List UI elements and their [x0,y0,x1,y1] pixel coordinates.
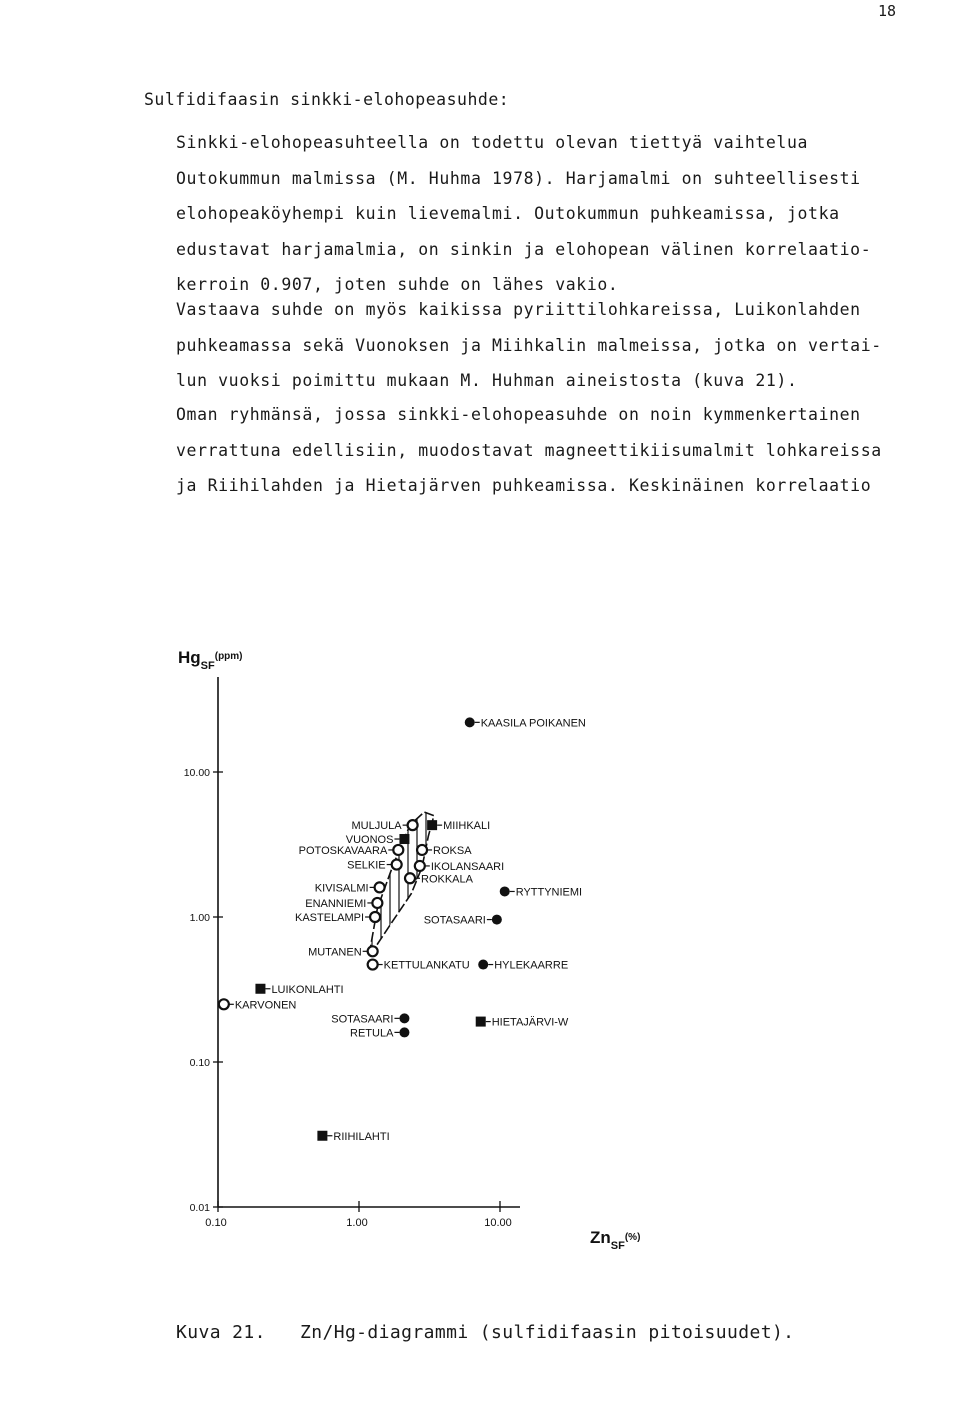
filled-square-marker [399,834,409,844]
section-heading: Sulfidifaasin sinkki-elohopeasuhde: [144,90,510,109]
filled-circle-marker [399,1013,409,1023]
data-point [305,898,382,910]
filled-square-marker [476,1017,486,1027]
data-point [350,1027,409,1039]
data-point-label: RIIHILAHTI [333,1130,390,1143]
y-axis-label-unit: (ppm) [214,651,243,662]
data-point [315,882,385,894]
data-point-label: ENANNIEMI [305,897,367,910]
data-point-label: POTOSKAVAARA [298,844,388,857]
data-point [255,984,343,996]
filled-square-marker [317,1131,327,1141]
filled-circle-marker [465,717,475,727]
open-circle-marker [219,999,229,1009]
filled-square-marker [427,820,437,830]
data-point-label: ROKSA [433,844,472,857]
paragraph-line: kerroin 0.907, joten suhde on lähes vakio. [176,275,619,294]
data-point [299,845,404,857]
paragraph-line: elohopeaköyhempi kuin lievemalmi. Outokummun puhkeamissa, jotka [176,204,840,223]
data-point-label: MULJULA [351,820,402,833]
open-circle-marker [408,820,418,830]
data-point [478,960,568,972]
data-point-label: HYLEKAARRE [494,959,569,972]
open-circle-marker [415,861,425,871]
data-point-label: KAASILA POIKANEN [480,717,586,730]
filled-square-marker [255,984,265,994]
paragraph-1 [176,125,916,303]
paragraph-line: Oman ryhmänsä, jossa sinkki-elohopeasuhde on noin kymmenkertainen [176,405,861,424]
x-axis-label-unit: (%) [624,1232,641,1243]
data-point [424,915,502,927]
filled-circle-marker [500,886,510,896]
caption-label: Kuva 21. [176,1322,266,1343]
x-tick-label: 10.00 [484,1217,512,1229]
data-point [476,1017,569,1029]
data-point [317,1131,389,1143]
data-point-label: SOTASAARI [423,914,486,927]
data-point-label: MIIHKALI [443,820,491,833]
y-tick-label: 10.00 [183,767,210,779]
data-point-label: SELKIE [347,859,386,872]
zn-hg-scatter-chart [170,635,730,1275]
data-point-label: VUONOS [345,834,394,847]
data-point [465,717,586,729]
data-point [368,960,470,972]
data-point-label: ROKKALA [421,873,473,886]
filled-circle-marker [399,1027,409,1037]
x-axis-label [590,1228,640,1252]
paragraph-line: Vastaava suhde on myös kaikissa pyriittilohkareissa, Luikonlahden [176,300,861,319]
data-point-label: MUTANEN [308,946,362,959]
open-circle-marker [372,898,382,908]
data-point [219,999,297,1011]
data-point [347,860,402,872]
paragraph-line: Outokummun malmissa (M. Huhma 1978). Harjamalmi on suhteellisesti [176,168,861,188]
data-point-label: KASTELAMPI [294,912,365,924]
open-circle-marker [368,960,378,970]
data-point-label: KARVONEN [234,999,297,1012]
data-point [417,845,472,857]
data-point-label: IKOLANSAARI [430,860,505,873]
y-tick-label: 1.00 [189,912,210,924]
paragraph-3 [176,397,916,504]
data-point [500,886,582,898]
axes [178,648,640,1252]
paragraph-line: puhkeamassa sekä Vuonoksen ja Miihkalin malmeissa, jotka on vertai- [176,335,882,355]
y-axis-label-main: Hg [178,648,201,667]
data-point-label: KETTULANKATU [383,959,470,972]
data-points [219,717,586,1142]
open-circle-marker [393,845,403,855]
data-point-label: RYTTYNIEMI [515,886,583,899]
data-point [415,861,504,873]
filled-circle-marker [478,960,488,970]
y-tick-label: 0.01 [189,1202,210,1214]
x-axis-label-sub: SF [610,1240,625,1252]
data-point-label: KIVISALMI [314,882,369,895]
open-circle-marker [417,845,427,855]
open-circle-marker [392,860,402,870]
paragraph-line: edustavat harjamalmia, on sinkin ja elohopean välinen korrelaatio- [176,239,872,259]
y-axis-label [178,648,243,672]
page-number: 18 [878,2,897,20]
x-tick-label: 0.10 [205,1217,227,1229]
open-circle-marker [405,873,415,883]
open-circle-marker [375,882,385,892]
y-axis-label-sub: SF [200,660,215,672]
data-point-label: RETULA [350,1027,394,1040]
paragraph-line: Sinkki-elohopeasuhteella on todettu olevan tiettyä vaihtelua [176,133,809,152]
open-circle-marker [368,946,378,956]
x-tick-label: 1.00 [346,1217,368,1229]
data-point [295,912,380,924]
y-tick-label: 0.10 [189,1057,210,1069]
figure-caption [176,1322,794,1343]
x-axis-label-main: Zn [590,1228,611,1247]
data-point-label: HIETAJÄRVI-W [491,1016,569,1029]
paragraph-line: verrattuna edellisiin, muodostavat magneettikiisumalmit lohkareissa [176,440,882,460]
data-point [331,1013,409,1025]
paragraph-line: ja Riihilahden ja Hietajärven puhkeamissa. Keskinäinen korrelaatio [176,476,872,495]
open-circle-marker [370,912,380,922]
data-point-label: LUIKONLAHTI [271,983,344,996]
paragraph-2 [176,292,916,399]
data-point [427,820,490,832]
filled-circle-marker [492,915,502,925]
data-point [308,946,378,958]
caption-text: Zn/Hg-diagrammi (sulfidifaasin pitoisuudet). [300,1322,795,1343]
paragraph-line: lun vuoksi poimittu mukaan M. Huhman aineistosta (kuva 21). [176,371,798,390]
data-point-label: SOTASAARI [331,1013,394,1026]
